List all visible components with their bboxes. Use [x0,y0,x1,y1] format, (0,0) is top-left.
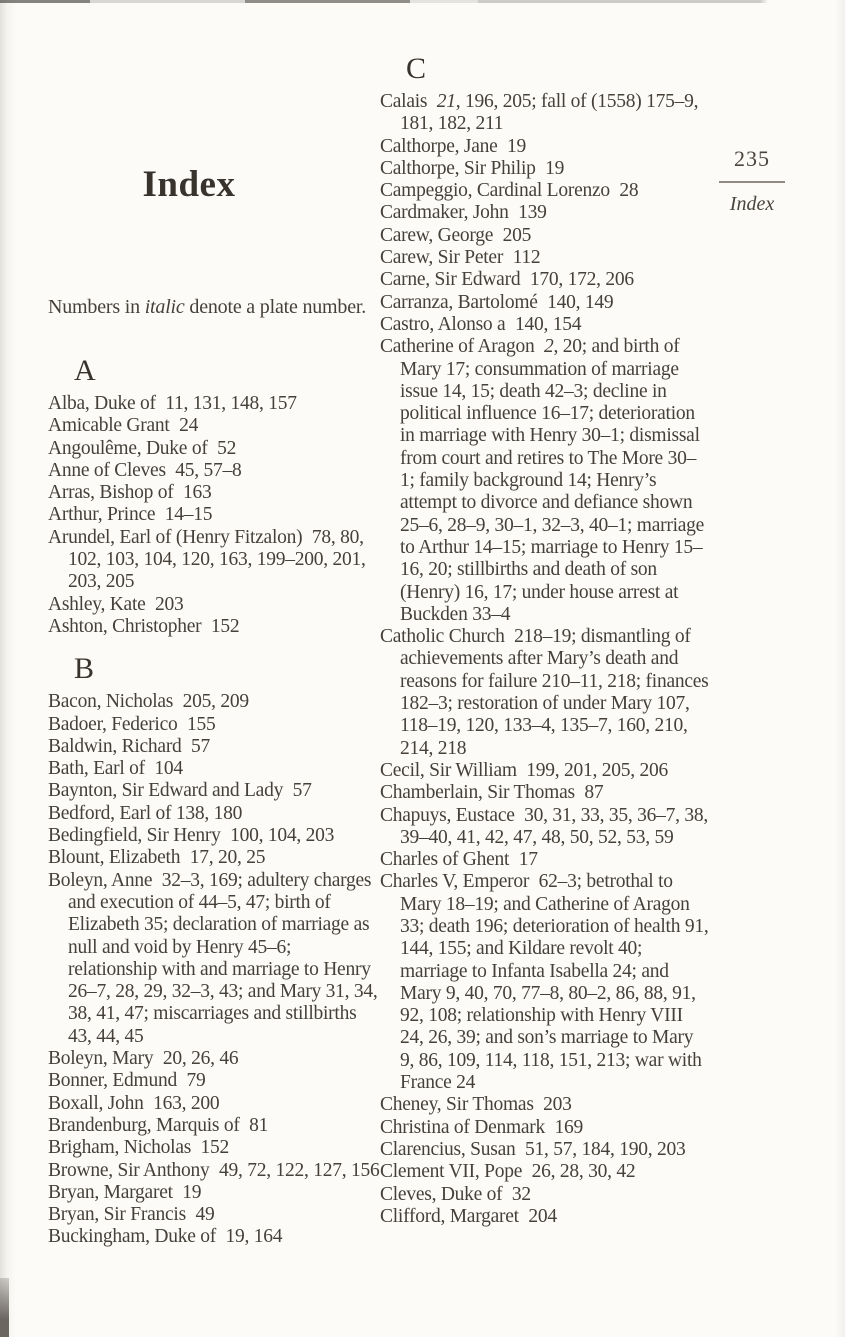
margin-rule [719,181,785,183]
index-entry: Calais 21, 196, 205; fall of (1558) 175–9, 181, 182, 211 [380,91,699,135]
index-entry: Bonner, Edmund 79 [48,1070,206,1092]
index-entry: Bryan, Sir Francis 49 [48,1204,215,1226]
index-entry: Catherine of Aragon 2, 20; and birth of Mary 17; consummation of marriage issue 14, 15; death 42–3; decline in political influence 16–17; deterioration in marriage with Henry 30–1; dismissal from court and retires to The More 30–1; family background 14; Henry’s attempt to divorce and defiance shown 25–6, 28–9, 30–1, 32–3, 40–1; marriage to Arthur 14–15; marriage to Henry 15–16, 20; stillbirths and death of son (Henry) 16, 17; under house arrest at Buckden 33–4 [380,336,705,625]
left-column-sections [48,354,382,1249]
section-letter: B [74,652,95,686]
section-letter: C [406,52,427,85]
index-entry: Badoer, Federico 155 [48,713,216,735]
index-entry: Chamberlain, Sir Thomas 87 [380,782,604,804]
right-column-sections [380,52,710,1228]
index-entry: Arthur, Prince 14–15 [48,504,213,526]
index-entry: Charles V, Emperor 62–3; betrothal to Mary 18–19; and Catherine of Aragon 33; death 196; deterioration of health 91, 144, 155; and Kildare revolt 40; marriage to Infanta Isabella 24; and Mary 9, 40, 70, 77–8, 80–2, 86, 88, 91, 92, 108; relationship with Henry VIII 24, 26, 39; and son’s marriage to Mary 9, 86, 109, 114, 118, 151, 213; war with France 24 [380,871,709,1094]
plate-note: Numbers in italic denote a plate number. [48,296,367,318]
scan-edge-left-artifact [0,1278,9,1337]
index-entry: Ashton, Christopher 152 [48,615,240,637]
index-entry: Buckingham, Duke of 19, 164 [48,1226,283,1248]
index-entry: Carew, George 205 [380,224,532,246]
index-entry: Baldwin, Richard 57 [48,735,211,757]
index-entry: Angoulême, Duke of 52 [48,437,237,459]
page-title: Index [142,163,236,205]
index-entry: Clifford, Margaret 204 [380,1205,557,1227]
index-entry: Boleyn, Mary 20, 26, 46 [48,1048,239,1070]
index-entry: Arundel, Earl of (Henry Fitzalon) 78, 80, 102, 103, 104, 120, 163, 199–200, 201, 203, 205 [48,526,366,593]
index-entry: Boleyn, Anne 32–3, 169; adultery charges and execution of 44–5, 47; birth of Elizabeth 35; declaration of marriage as null and void by Henry 45–6; relationship with and marriage to Henry 26–7, 28, 29, 32–3, 43; and Mary 31, 34, 38, 41, 47; miscarriages and stillbirths 43, 44, 45 [48,869,378,1047]
index-entry: Bedford, Earl of 138, 180 [48,802,243,824]
index-entry: Bacon, Nicholas 205, 209 [48,691,249,713]
index-entry: Bath, Earl of 104 [48,758,183,780]
index-entry: Carew, Sir Peter 112 [380,247,541,269]
index-section-a [48,354,382,638]
index-entry: Blount, Elizabeth 17, 20, 25 [48,847,266,869]
index-entry: Catholic Church 218–19; dismantling of achievements after Mary’s death and reasons for failure 210–11, 218; finances 182–3; restoration of under Mary 107, 118–19, 120, 133–4, 135–7, 160, 210, 214, 218 [380,626,709,759]
index-entry: Alba, Duke of 11, 131, 148, 157 [48,393,297,414]
index-entry: Carranza, Bartolomé 140, 149 [380,291,614,313]
running-head: Index [729,193,775,215]
index-entry: Browne, Sir Anthony 49, 72, 122, 127, 156 [48,1159,380,1181]
index-section-c [380,52,710,1228]
index-entry: Calthorpe, Sir Philip 19 [380,157,565,179]
index-entry: Carne, Sir Edward 170, 172, 206 [380,269,634,291]
index-entry: Bedingfield, Sir Henry 100, 104, 203 [48,825,335,847]
index-entry: Cecil, Sir William 199, 201, 205, 206 [380,759,669,781]
index-entry: Campeggio, Cardinal Lorenzo 28 [380,180,639,202]
index-entry: Christina of Denmark 169 [380,1116,584,1138]
index-entry: Cleves, Duke of 32 [380,1183,531,1205]
margin-block [712,146,792,216]
section-letter: A [74,354,96,387]
index-entry: Anne of Cleves 45, 57–8 [48,459,242,481]
index-entry: Chapuys, Eustace 30, 31, 33, 35, 36–7, 38, 39–40, 41, 42, 47, 48, 50, 52, 53, 59 [380,804,709,848]
index-entry: Charles of Ghent 17 [380,849,538,871]
index-entry: Brandenburg, Marquis of 81 [48,1114,269,1136]
index-entry: Arras, Bishop of 163 [48,482,212,504]
index-entry: Boxall, John 163, 200 [48,1092,220,1114]
index-entry: Baynton, Sir Edward and Lady 57 [48,780,312,802]
index-entry: Cardmaker, John 139 [380,202,547,224]
index-entry: Cheney, Sir Thomas 203 [380,1094,572,1116]
index-entry: Clarencius, Susan 51, 57, 184, 190, 203 [380,1138,686,1160]
index-entry: Clement VII, Pope 26, 28, 30, 42 [380,1161,636,1183]
scan-edge-top-artifact [0,0,768,3]
index-entry: Castro, Alonso a 140, 154 [380,313,582,335]
index-section-b [48,652,382,1248]
page-number: 235 [734,146,770,171]
index-entry: Brigham, Nicholas 152 [48,1137,230,1159]
index-entry: Amicable Grant 24 [48,415,199,437]
index-entry: Bryan, Margaret 19 [48,1181,202,1203]
index-entry: Calthorpe, Jane 19 [380,135,527,157]
index-entry: Ashley, Kate 203 [48,593,184,615]
